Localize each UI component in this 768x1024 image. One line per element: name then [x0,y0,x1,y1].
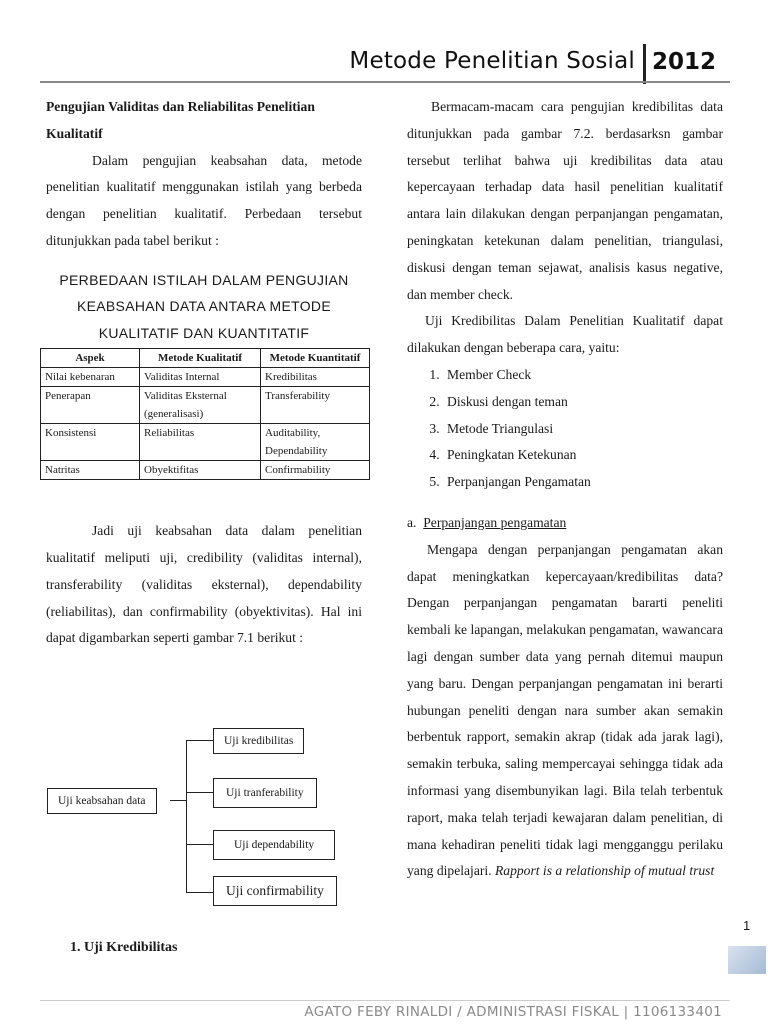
summary-paragraph: Jadi uji keabsahan data dalam penelitian kualitatif meliputi uji, credibility (validitas internal), transferability (validitas eksternal), dependability (reliabilitas), dan confirmability (obyektivitas). Hal ini dapat digambarkan seperti gambar 7.1 berikut : [46,523,362,646]
diagram-branch-box: Uji confirmability [213,876,337,906]
comparison-table [40,348,370,480]
diagram-branch-box: Uji kredibilitas [213,728,304,754]
list-item: 4. Peningkatan Ketekunan [443,442,723,469]
left-column [46,94,362,652]
table-cell: Auditability, Dependability [261,424,370,461]
table-cell: Kredibilitas [261,368,370,387]
subsection-title: Perpanjangan pengamatan [423,514,567,530]
table-cell: Nilai kebenaran [41,368,140,387]
diagram-connector [170,800,186,801]
diagram-connector [186,844,213,845]
list-item: 5. Perpanjangan Pengamatan [443,469,723,496]
subsection-label: a. [407,514,417,530]
intro-paragraph: Dalam pengujian keabsahan data, metode penelitian kualitatif menggunakan istilah yang berbeda dengan penelitian kualitatif. Perbedaan tersebut ditunjukkan pada tabel berikut : [46,152,362,248]
paragraph-cara: Uji Kredibilitas Dalam Penelitian Kualitatif dapat dilakukan dengan beberapa cara, yaitu: [407,313,723,356]
header-title: Metode Penelitian Sosial [349,48,635,74]
section-title: Pengujian Validitas dan Reliabilitas Penelitian Kualitatif [46,99,315,141]
table-row [41,461,370,480]
diagram-connector [186,740,213,741]
page-footer: AGATO FEBY RINALDI / ADMINISTRASI FISKAL | 1106133401 [304,1004,722,1020]
table-cell: Natritas [41,461,140,480]
page-corner-decoration [728,946,766,974]
table-header: Metode Kualitatif [140,349,261,368]
table-row [41,368,370,387]
diagram-branch-box: Uji tranferability [213,778,317,808]
table-title: PERBEDAAN ISTILAH DALAM PENGUJIAN KEABSAHAN DATA ANTARA METODE KUALITATIF DAN KUANTITATIF [59,271,349,341]
table-cell: Obyektifitas [140,461,261,480]
table-row [41,424,370,461]
list-item: 2. Diskusi dengan teman [443,389,723,416]
paragraph-perpanjangan [407,537,723,885]
table-cell: Validitas Internal [140,368,261,387]
paragraph-kredibilitas: Bermacam-macam cara pengujian kredibilitas data ditunjukkan pada gambar 7.2. berdasarksn gambar tersebut terlihat bahwa uji kredibilitas data atau kepercayaan terhadap data hasil penelitian kualitatif antara lain dilakukan dengan perpanjangan pengamatan, peningkatan ketekunan dalam penelitian, triangulasi, diskusi dengan teman sejawat, analisis kasus negative, dan member check. [407,99,723,302]
subsection-heading [407,510,723,537]
page-number: 1 [743,918,751,933]
footer-rule [40,1000,730,1001]
validity-diagram [0,724,400,924]
table-header: Aspek [41,349,140,368]
diagram-connector [186,792,213,793]
diagram-connector [186,892,213,893]
paragraph-text: Mengapa dengan perpanjangan pengamatan akan dapat meningkatkan kepercayaan/kredibilitas data? Dengan perpanjangan pengamatan bararti peneliti kembali ke lapangan, melakukan pengamatan, wawancara lagi dengan sumber data yang pernah ditemui maupun yang baru. Dengan perpanjangan pengamatan ini berarti hubungan peneliti dengan nara sumber akan semakin berbentuk rapport, semakin akrap (tidak ada jarak lagi), semakin terbuka, saling mempercayai sehingga tidak ada informasi yang disembunyikan lagi. Bila telah terbentuk raport, maka telah terjadi kewajaran dalam penelitian, di mana kehadiran peneliti tidak lagi mengganggu perilaku yang dipelajari. [407,541,723,879]
list-item: 1. Member Check [443,362,723,389]
header-year: 2012 [652,49,717,75]
diagram-root-box: Uji keabsahan data [47,788,157,814]
header-divider [643,44,646,84]
table-row [41,387,370,424]
table-cell: Validitas Eksternal (generalisasi) [140,387,261,424]
table-cell: Reliabilitas [140,424,261,461]
header-rule [40,81,730,83]
table-header: Metode Kuantitatif [261,349,370,368]
right-column [407,94,723,885]
table-cell: Konsistensi [41,424,140,461]
table-cell: Penerapan [41,387,140,424]
diagram-trunk [186,740,187,892]
diagram-branch-box: Uji dependability [213,830,335,860]
list-item: 3. Metode Triangulasi [443,416,723,443]
method-list [407,362,723,496]
italic-quote: Rapport is a relationship of mutual trust [494,863,715,879]
table-cell: Transferability [261,387,370,424]
heading-uji-kredibilitas: 1. Uji Kredibilitas [70,940,178,955]
table-header-row [41,349,370,368]
table-cell: Confirmability [261,461,370,480]
